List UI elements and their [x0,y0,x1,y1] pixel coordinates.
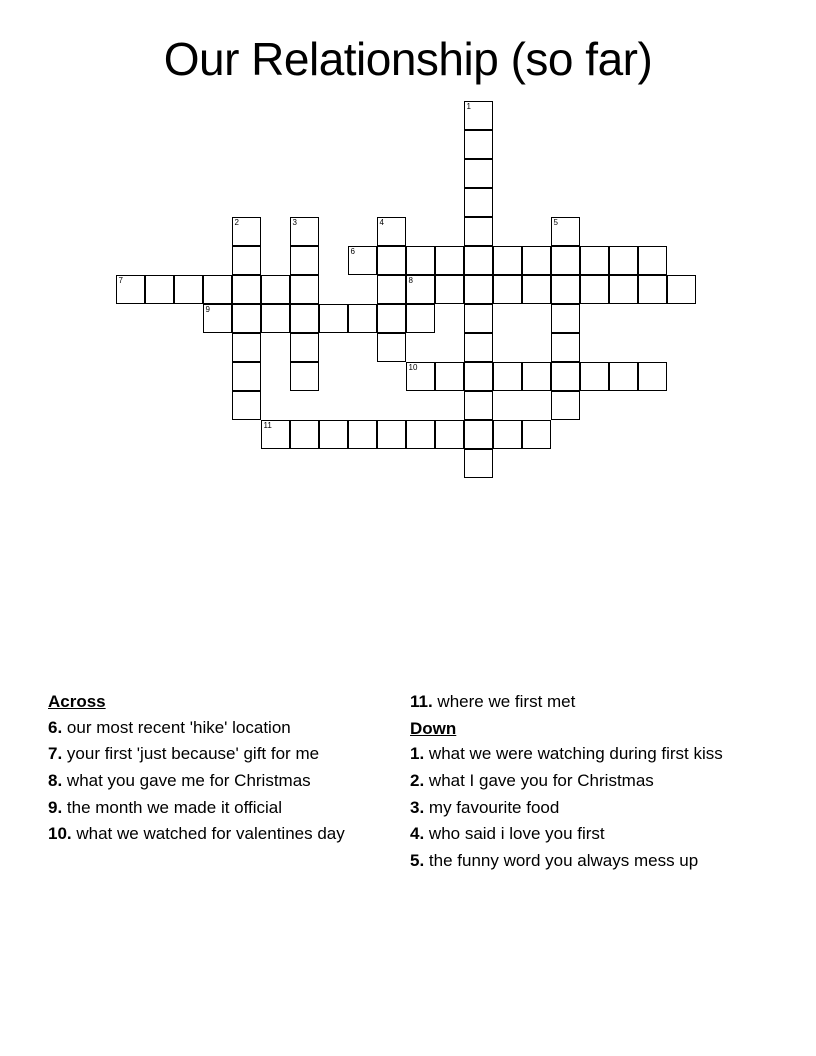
clues-column-across [48,690,388,849]
crossword-cell[interactable] [435,246,464,275]
clue-item [410,690,750,715]
crossword-cell[interactable] [464,130,493,159]
crossword-cell[interactable] [551,217,580,246]
crossword-cell[interactable] [290,304,319,333]
clue-text: who said i love you first [424,824,605,844]
crossword-cell[interactable] [464,304,493,333]
clue-item [410,742,750,767]
clue-number: 11. [410,692,433,711]
clue-text: your first 'just because' gift for me [62,744,320,764]
crossword-cell[interactable] [464,101,493,130]
crossword-grid [0,101,816,601]
clue-number: 2. [410,770,425,790]
crossword-cell[interactable] [232,362,261,391]
crossword-cell[interactable] [435,420,464,449]
crossword-cell[interactable] [232,304,261,333]
crossword-cell[interactable] [232,246,261,275]
crossword-cell[interactable] [174,275,203,304]
crossword-cell[interactable] [348,246,377,275]
crossword-cell[interactable] [464,275,493,304]
crossword-cell[interactable] [406,304,435,333]
clues-heading: Across [48,692,106,711]
cell-number: 6 [350,246,355,256]
crossword-cell[interactable] [522,420,551,449]
crossword-cell[interactable] [348,420,377,449]
crossword-cell[interactable] [493,362,522,391]
crossword-cell[interactable] [464,391,493,420]
crossword-cell[interactable] [464,362,493,391]
clue-text: the month we made it official [62,797,283,817]
crossword-cell[interactable] [261,420,290,449]
crossword-cell[interactable] [638,246,667,275]
clue-item [410,822,750,847]
crossword-cell[interactable] [435,275,464,304]
cell-number: 3 [292,217,297,227]
clue-number: 8. [48,770,63,790]
clue-item [48,769,388,794]
crossword-cell[interactable] [232,217,261,246]
crossword-cell[interactable] [232,275,261,304]
crossword-cell[interactable] [493,275,522,304]
crossword-cell[interactable] [377,420,406,449]
clue-number: 6. [48,717,63,737]
crossword-cell[interactable] [406,275,435,304]
clue-item [48,796,388,821]
clue-item [48,716,388,741]
crossword-cell[interactable] [348,304,377,333]
cell-number: 10 [408,362,418,372]
crossword-cell[interactable] [290,217,319,246]
cell-number: 8 [408,275,413,285]
crossword-grid-container [0,101,816,601]
crossword-cell[interactable] [493,420,522,449]
crossword-cell[interactable] [464,159,493,188]
crossword-cell[interactable] [377,304,406,333]
clue-item [410,796,750,821]
clue-text: what you gave me for Christmas [62,770,311,790]
clue-text: where we first met [432,692,576,711]
crossword-cell[interactable] [551,362,580,391]
crossword-cell[interactable] [609,246,638,275]
crossword-cell[interactable] [609,362,638,391]
clue-text: my favourite food [424,797,560,817]
crossword-cell[interactable] [290,246,319,275]
crossword-cell[interactable] [377,275,406,304]
crossword-cell[interactable] [435,362,464,391]
crossword-cell[interactable] [203,275,232,304]
clue-text: what we were watching during first kiss [424,744,723,764]
clues-heading: Down [410,718,457,738]
crossword-cell[interactable] [290,420,319,449]
cell-number: 9 [205,304,210,314]
crossword-cell[interactable] [609,275,638,304]
crossword-cell[interactable] [261,275,290,304]
crossword-cell[interactable] [464,449,493,478]
crossword-cell[interactable] [551,304,580,333]
clue-number: 7. [48,744,63,764]
clue-text: what I gave you for Christmas [424,770,654,790]
clue-item [410,769,750,794]
crossword-cell[interactable] [232,391,261,420]
crossword-cell[interactable] [638,275,667,304]
crossword-cell[interactable] [522,275,551,304]
crossword-cell[interactable] [145,275,174,304]
crossword-cell[interactable] [290,362,319,391]
crossword-cell[interactable] [261,304,290,333]
cell-number: 11 [263,420,272,430]
clue-number: 5. [410,850,425,870]
crossword-cell[interactable] [522,362,551,391]
crossword-cell[interactable] [377,246,406,275]
clue-number: 10. [48,824,72,844]
clue-text: our most recent 'hike' location [62,717,291,737]
crossword-cell[interactable] [551,246,580,275]
clue-text: what we watched for valentines day [71,824,345,844]
crossword-cell[interactable] [203,304,232,333]
cell-number: 7 [118,275,123,285]
crossword-cell[interactable] [319,304,348,333]
crossword-cell[interactable] [319,420,348,449]
crossword-cell[interactable] [464,333,493,362]
crossword-cell[interactable] [406,246,435,275]
crossword-cell[interactable] [580,275,609,304]
crossword-cell[interactable] [493,246,522,275]
clue-text: the funny word you always mess up [424,850,699,870]
crossword-cell[interactable] [551,333,580,362]
crossword-cell[interactable] [406,362,435,391]
clues-column-down [410,690,750,875]
cell-number: 4 [379,217,384,227]
clue-number: 1. [410,744,425,764]
crossword-cell[interactable] [464,217,493,246]
crossword-cell[interactable] [464,420,493,449]
crossword-cell[interactable] [464,188,493,217]
crossword-cell[interactable] [464,246,493,275]
page-title: Our Relationship (so far) [163,33,653,85]
clue-number: 3. [410,797,425,817]
crossword-cell[interactable] [290,333,319,362]
crossword-cell[interactable] [377,217,406,246]
crossword-cell[interactable] [522,246,551,275]
cell-number: 1 [466,101,471,111]
clue-item [48,822,388,847]
clue-number: 4. [410,824,425,844]
crossword-cell[interactable] [667,275,696,304]
crossword-cell[interactable] [551,275,580,304]
crossword-cell[interactable] [377,333,406,362]
crossword-cell[interactable] [580,362,609,391]
cell-number: 2 [234,217,239,227]
crossword-cell[interactable] [290,275,319,304]
clue-number: 9. [48,797,63,817]
crossword-cell[interactable] [580,246,609,275]
clues-section [0,690,816,990]
crossword-cell[interactable] [406,420,435,449]
clue-item [48,742,388,767]
clue-item [410,849,750,874]
crossword-cell[interactable] [232,333,261,362]
crossword-cell[interactable] [116,275,145,304]
cell-number: 5 [553,217,558,227]
crossword-cell[interactable] [638,362,667,391]
crossword-cell[interactable] [551,391,580,420]
